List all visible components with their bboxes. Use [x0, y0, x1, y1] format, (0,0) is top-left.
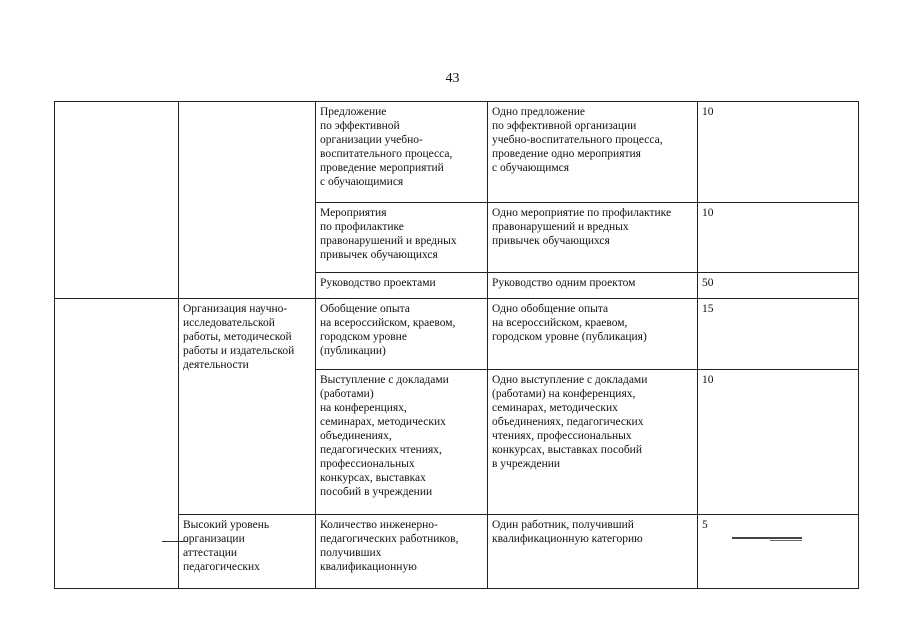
section-cell-empty	[55, 102, 179, 299]
pen-mark-right	[732, 537, 802, 539]
criteria-table	[54, 101, 859, 589]
criterion-cell: Мероприятия по профилактике правонарушений и вредных привычек обучающихся	[316, 203, 488, 273]
measure-cell: Один работник, получивший квалификационную категорию	[488, 515, 698, 589]
measure-cell: Одно обобщение опыта на всероссийском, краевом, городском уровне (публикация)	[488, 299, 698, 370]
measure-cell: Одно выступление с докладами (работами) на конференциях, семинарах, методических объединениях, педагогических чтениях, профессиональных конкурсах, выставках пособий в учреждении	[488, 370, 698, 515]
page-number: 43	[445, 71, 460, 86]
criterion-cell: Руководство проектами	[316, 273, 488, 299]
criterion-cell: Выступление с докладами (работами) на конференциях, семинарах, методических объединениях, педагогических чтениях, профессиональных конкурсах, выставках пособий в учреждении	[316, 370, 488, 515]
group-cell: Организация научно- исследовательской работы, методической работы и издательской деятельности	[179, 299, 316, 515]
criterion-cell: Предложение по эффективной организации учебно- воспитательного процесса, проведение мероприятий с обучающимися	[316, 102, 488, 203]
group-cell: Высокий уровень организации аттестации педагогических	[179, 515, 316, 589]
measure-cell: Руководство одним проектом	[488, 273, 698, 299]
table-row	[55, 102, 859, 203]
section-cell-empty	[55, 299, 179, 589]
pen-mark-left	[162, 541, 188, 542]
criterion-cell: Количество инженерно- педагогических работников, получивших квалификационную	[316, 515, 488, 589]
criterion-cell: Обобщение опыта на всероссийском, краевом, городском уровне (публикации)	[316, 299, 488, 370]
points-cell: 10	[698, 370, 859, 515]
points-cell: 5	[698, 515, 859, 589]
points-cell: 15	[698, 299, 859, 370]
measure-cell: Одно мероприятие по профилактике правонарушений и вредных привычек обучающихся	[488, 203, 698, 273]
points-cell: 10	[698, 102, 859, 203]
pen-mark-right-thin	[770, 540, 802, 541]
table-row	[55, 299, 859, 370]
points-cell: 10	[698, 203, 859, 273]
points-cell: 50	[698, 273, 859, 299]
measure-cell: Одно предложение по эффективной организации учебно-воспитательного процесса, проведение одно мероприятия с обучающимся	[488, 102, 698, 203]
group-cell-empty	[179, 102, 316, 299]
